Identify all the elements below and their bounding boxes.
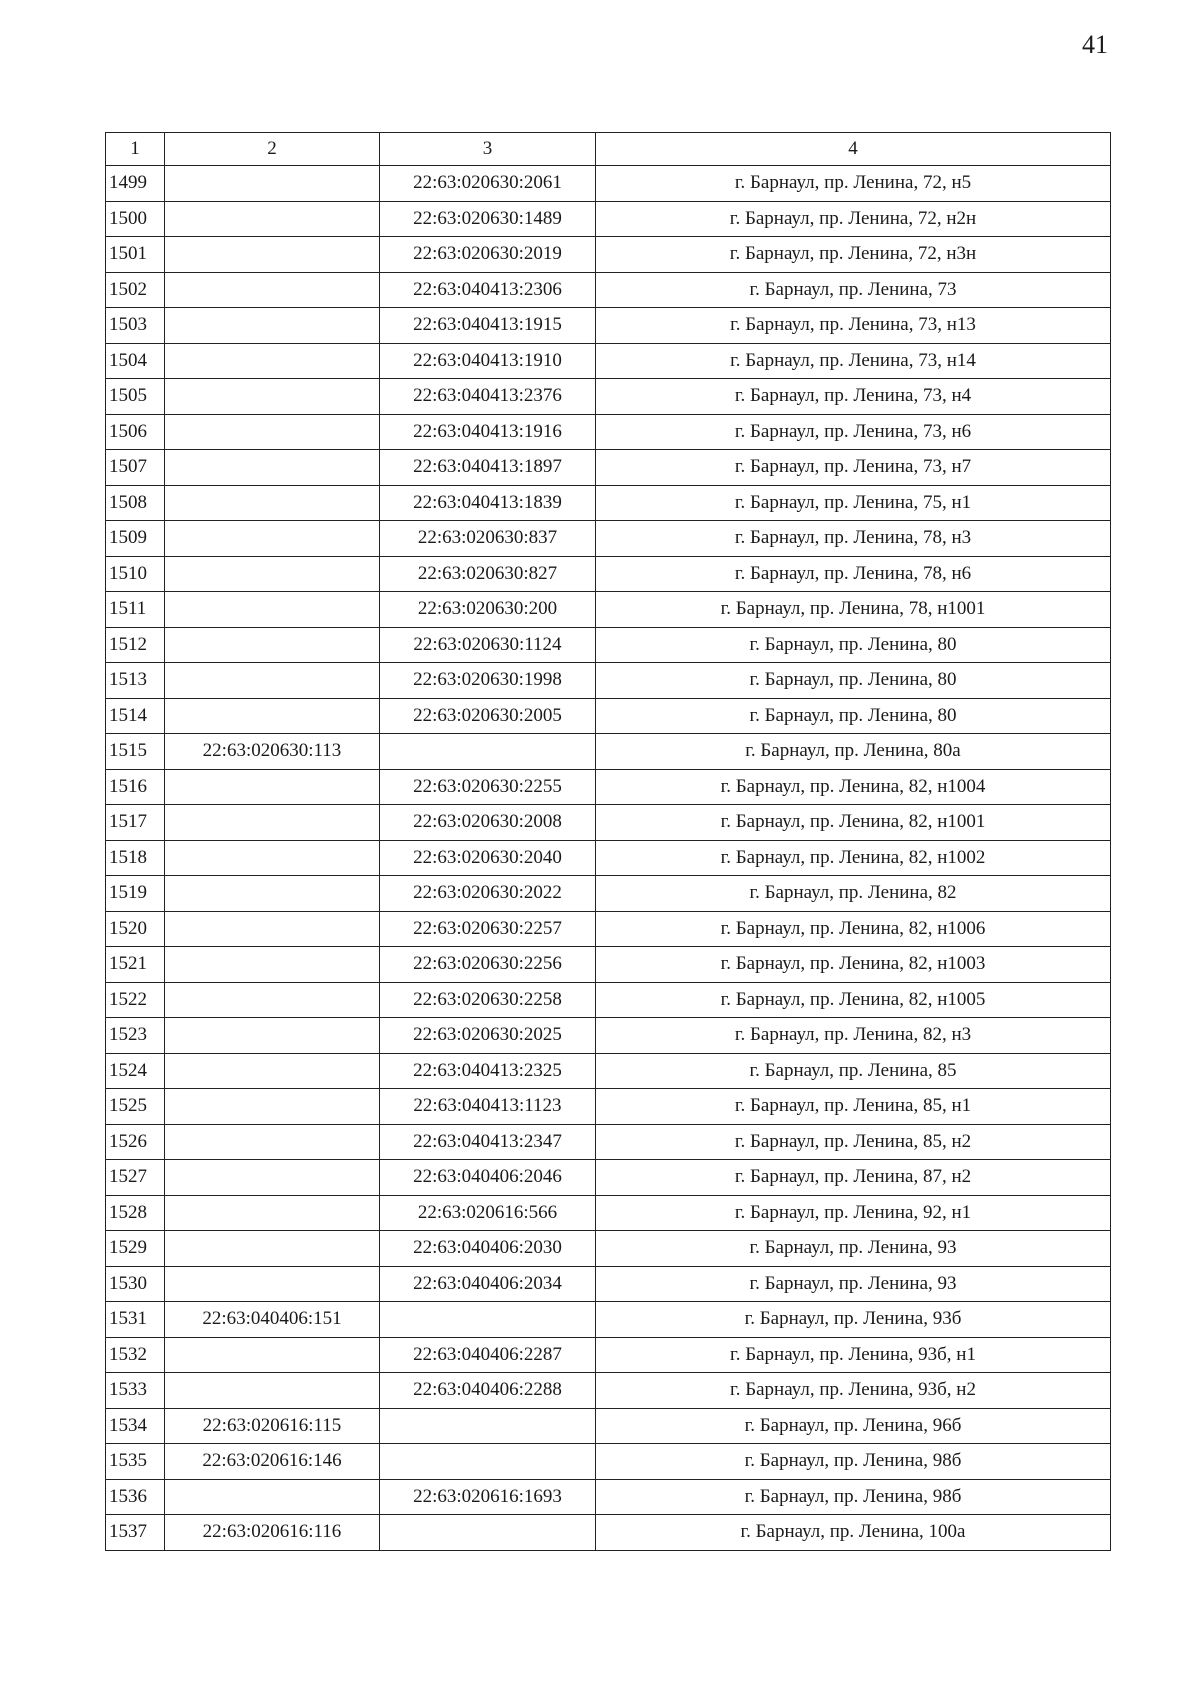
table-body	[106, 166, 1111, 1551]
cadastral-number-col2-cell	[165, 485, 380, 521]
row-number-cell: 1533	[106, 1373, 165, 1409]
column-header-1: 1	[106, 133, 165, 166]
address-cell: г. Барнаул, пр. Ленина, 82, н3	[596, 1018, 1111, 1054]
column-header-2: 2	[165, 133, 380, 166]
cadastral-number-col3-cell: 22:63:020630:2256	[380, 947, 596, 983]
table-row	[106, 734, 1111, 770]
address-cell: г. Барнаул, пр. Ленина, 82, н1003	[596, 947, 1111, 983]
cadastral-number-col2-cell	[165, 982, 380, 1018]
row-number-cell: 1528	[106, 1195, 165, 1231]
table-row	[106, 1302, 1111, 1338]
row-number-cell: 1532	[106, 1337, 165, 1373]
cadastral-number-col2-cell	[165, 876, 380, 912]
address-cell: г. Барнаул, пр. Ленина, 93	[596, 1266, 1111, 1302]
address-cell: г. Барнаул, пр. Ленина, 92, н1	[596, 1195, 1111, 1231]
table-row	[106, 485, 1111, 521]
table-row	[106, 1124, 1111, 1160]
cadastral-number-col2-cell	[165, 1124, 380, 1160]
cadastral-number-col2-cell	[165, 840, 380, 876]
address-cell: г. Барнаул, пр. Ленина, 82, н1004	[596, 769, 1111, 805]
table-row	[106, 1195, 1111, 1231]
row-number-cell: 1523	[106, 1018, 165, 1054]
table-row	[106, 663, 1111, 699]
address-cell: г. Барнаул, пр. Ленина, 98б	[596, 1444, 1111, 1480]
cadastral-number-col2-cell	[165, 592, 380, 628]
cadastral-number-col2-cell	[165, 698, 380, 734]
table-row	[106, 840, 1111, 876]
row-number-cell: 1504	[106, 343, 165, 379]
cadastral-number-col2-cell	[165, 1160, 380, 1196]
cadastral-number-col3-cell: 22:63:020630:2008	[380, 805, 596, 841]
row-number-cell: 1499	[106, 166, 165, 202]
cadastral-number-col3-cell	[380, 1444, 596, 1480]
row-number-cell: 1507	[106, 450, 165, 486]
table-row	[106, 379, 1111, 415]
table-row	[106, 414, 1111, 450]
cadastral-number-col3-cell: 22:63:020630:2258	[380, 982, 596, 1018]
cadastral-number-col2-cell: 22:63:020616:146	[165, 1444, 380, 1480]
address-cell: г. Барнаул, пр. Ленина, 78, н3	[596, 521, 1111, 557]
cadastral-number-col2-cell	[165, 1089, 380, 1125]
cadastral-number-col2-cell	[165, 1053, 380, 1089]
cadastral-number-col3-cell: 22:63:020630:2040	[380, 840, 596, 876]
cadastral-number-col2-cell	[165, 1018, 380, 1054]
row-number-cell: 1500	[106, 201, 165, 237]
cadastral-number-col3-cell: 22:63:020616:1693	[380, 1479, 596, 1515]
cadastral-number-col2-cell	[165, 1195, 380, 1231]
address-cell: г. Барнаул, пр. Ленина, 78, н1001	[596, 592, 1111, 628]
cadastral-number-col3-cell: 22:63:040406:2287	[380, 1337, 596, 1373]
cadastral-number-col2-cell: 22:63:020630:113	[165, 734, 380, 770]
row-number-cell: 1525	[106, 1089, 165, 1125]
cadastral-number-col2-cell	[165, 379, 380, 415]
cadastral-number-col3-cell: 22:63:040413:2325	[380, 1053, 596, 1089]
address-cell: г. Барнаул, пр. Ленина, 96б	[596, 1408, 1111, 1444]
address-cell: г. Барнаул, пр. Ленина, 80	[596, 698, 1111, 734]
cadastral-number-col2-cell	[165, 272, 380, 308]
cadastral-number-col2-cell	[165, 1266, 380, 1302]
row-number-cell: 1517	[106, 805, 165, 841]
cadastral-number-col2-cell	[165, 343, 380, 379]
table-row	[106, 521, 1111, 557]
cadastral-number-col2-cell	[165, 1479, 380, 1515]
cadastral-number-col2-cell: 22:63:020616:115	[165, 1408, 380, 1444]
address-cell: г. Барнаул, пр. Ленина, 82, н1005	[596, 982, 1111, 1018]
address-cell: г. Барнаул, пр. Ленина, 72, н5	[596, 166, 1111, 202]
row-number-cell: 1536	[106, 1479, 165, 1515]
address-cell: г. Барнаул, пр. Ленина, 78, н6	[596, 556, 1111, 592]
row-number-cell: 1503	[106, 308, 165, 344]
address-cell: г. Барнаул, пр. Ленина, 73, н7	[596, 450, 1111, 486]
cadastral-number-col3-cell: 22:63:020630:2022	[380, 876, 596, 912]
table-row	[106, 1266, 1111, 1302]
cadastral-number-col3-cell: 22:63:040413:1897	[380, 450, 596, 486]
cadastral-number-col2-cell	[165, 308, 380, 344]
page-number: 41	[1082, 30, 1108, 59]
cadastral-number-col3-cell: 22:63:040413:1839	[380, 485, 596, 521]
address-cell: г. Барнаул, пр. Ленина, 82, н1001	[596, 805, 1111, 841]
address-cell: г. Барнаул, пр. Ленина, 100а	[596, 1515, 1111, 1551]
cadastral-number-col2-cell: 22:63:040406:151	[165, 1302, 380, 1338]
table-row	[106, 1089, 1111, 1125]
table-row	[106, 166, 1111, 202]
address-cell: г. Барнаул, пр. Ленина, 73, н14	[596, 343, 1111, 379]
row-number-cell: 1509	[106, 521, 165, 557]
cadastral-number-col2-cell	[165, 1337, 380, 1373]
cadastral-number-col3-cell: 22:63:020630:2019	[380, 237, 596, 273]
address-cell: г. Барнаул, пр. Ленина, 93б, н2	[596, 1373, 1111, 1409]
row-number-cell: 1512	[106, 627, 165, 663]
cadastral-number-col2-cell	[165, 166, 380, 202]
row-number-cell: 1519	[106, 876, 165, 912]
cadastral-number-col2-cell	[165, 663, 380, 699]
row-number-cell: 1506	[106, 414, 165, 450]
address-cell: г. Барнаул, пр. Ленина, 98б	[596, 1479, 1111, 1515]
table-row	[106, 982, 1111, 1018]
cadastral-number-col2-cell	[165, 947, 380, 983]
table-row	[106, 1373, 1111, 1409]
cadastral-number-col3-cell: 22:63:040413:2376	[380, 379, 596, 415]
address-cell: г. Барнаул, пр. Ленина, 85	[596, 1053, 1111, 1089]
registry-table	[105, 132, 1111, 1551]
cadastral-number-col2-cell	[165, 521, 380, 557]
table-row	[106, 769, 1111, 805]
table-row	[106, 592, 1111, 628]
address-cell: г. Барнаул, пр. Ленина, 87, н2	[596, 1160, 1111, 1196]
cadastral-number-col2-cell	[165, 201, 380, 237]
cadastral-number-col3-cell: 22:63:040413:1910	[380, 343, 596, 379]
table-row	[106, 947, 1111, 983]
row-number-cell: 1522	[106, 982, 165, 1018]
cadastral-number-col3-cell: 22:63:040413:1915	[380, 308, 596, 344]
cadastral-number-col3-cell	[380, 734, 596, 770]
cadastral-number-col3-cell: 22:63:040413:2347	[380, 1124, 596, 1160]
address-cell: г. Барнаул, пр. Ленина, 75, н1	[596, 485, 1111, 521]
column-header-4: 4	[596, 133, 1111, 166]
row-number-cell: 1508	[106, 485, 165, 521]
table-row	[106, 1053, 1111, 1089]
row-number-cell: 1510	[106, 556, 165, 592]
table-row	[106, 698, 1111, 734]
address-cell: г. Барнаул, пр. Ленина, 80	[596, 663, 1111, 699]
address-cell: г. Барнаул, пр. Ленина, 85, н1	[596, 1089, 1111, 1125]
cadastral-number-col3-cell: 22:63:020630:2061	[380, 166, 596, 202]
cadastral-number-col2-cell	[165, 627, 380, 663]
address-cell: г. Барнаул, пр. Ленина, 93б, н1	[596, 1337, 1111, 1373]
row-number-cell: 1515	[106, 734, 165, 770]
cadastral-number-col2-cell	[165, 556, 380, 592]
table-row	[106, 805, 1111, 841]
address-cell: г. Барнаул, пр. Ленина, 82	[596, 876, 1111, 912]
cadastral-number-col2-cell	[165, 414, 380, 450]
table-row	[106, 1018, 1111, 1054]
table-header-row	[106, 133, 1111, 166]
table-row	[106, 201, 1111, 237]
cadastral-number-col3-cell: 22:63:040406:2034	[380, 1266, 596, 1302]
address-cell: г. Барнаул, пр. Ленина, 93б	[596, 1302, 1111, 1338]
address-cell: г. Барнаул, пр. Ленина, 72, н3н	[596, 237, 1111, 273]
cadastral-number-col2-cell	[165, 1373, 380, 1409]
address-cell: г. Барнаул, пр. Ленина, 82, н1006	[596, 911, 1111, 947]
table-row	[106, 1515, 1111, 1551]
row-number-cell: 1535	[106, 1444, 165, 1480]
address-cell: г. Барнаул, пр. Ленина, 80	[596, 627, 1111, 663]
cadastral-number-col2-cell	[165, 805, 380, 841]
cadastral-number-col2-cell	[165, 237, 380, 273]
address-cell: г. Барнаул, пр. Ленина, 73, н13	[596, 308, 1111, 344]
cadastral-number-col3-cell: 22:63:020630:2255	[380, 769, 596, 805]
cadastral-number-col2-cell: 22:63:020616:116	[165, 1515, 380, 1551]
cadastral-number-col3-cell: 22:63:020616:566	[380, 1195, 596, 1231]
table-row	[106, 556, 1111, 592]
table-row	[106, 627, 1111, 663]
address-cell: г. Барнаул, пр. Ленина, 73, н6	[596, 414, 1111, 450]
cadastral-number-col3-cell: 22:63:020630:827	[380, 556, 596, 592]
table-row	[106, 1408, 1111, 1444]
table-row	[106, 237, 1111, 273]
cadastral-number-col3-cell: 22:63:020630:837	[380, 521, 596, 557]
cadastral-number-col2-cell	[165, 769, 380, 805]
cadastral-number-col3-cell: 22:63:040413:1916	[380, 414, 596, 450]
cadastral-number-col3-cell: 22:63:040413:2306	[380, 272, 596, 308]
row-number-cell: 1501	[106, 237, 165, 273]
row-number-cell: 1526	[106, 1124, 165, 1160]
row-number-cell: 1518	[106, 840, 165, 876]
cadastral-number-col3-cell	[380, 1515, 596, 1551]
row-number-cell: 1511	[106, 592, 165, 628]
table-row	[106, 272, 1111, 308]
row-number-cell: 1505	[106, 379, 165, 415]
row-number-cell: 1530	[106, 1266, 165, 1302]
table-row	[106, 308, 1111, 344]
row-number-cell: 1531	[106, 1302, 165, 1338]
row-number-cell: 1513	[106, 663, 165, 699]
cadastral-number-col3-cell: 22:63:040406:2046	[380, 1160, 596, 1196]
column-header-3: 3	[380, 133, 596, 166]
address-cell: г. Барнаул, пр. Ленина, 93	[596, 1231, 1111, 1267]
cadastral-number-col3-cell: 22:63:020630:1489	[380, 201, 596, 237]
table-row	[106, 1231, 1111, 1267]
row-number-cell: 1534	[106, 1408, 165, 1444]
cadastral-number-col2-cell	[165, 1231, 380, 1267]
row-number-cell: 1520	[106, 911, 165, 947]
address-cell: г. Барнаул, пр. Ленина, 80а	[596, 734, 1111, 770]
cadastral-number-col3-cell	[380, 1302, 596, 1338]
table-row	[106, 1444, 1111, 1480]
cadastral-number-col3-cell	[380, 1408, 596, 1444]
row-number-cell: 1521	[106, 947, 165, 983]
cadastral-number-col3-cell: 22:63:040413:1123	[380, 1089, 596, 1125]
cadastral-number-col2-cell	[165, 911, 380, 947]
cadastral-number-col3-cell: 22:63:020630:200	[380, 592, 596, 628]
cadastral-number-col3-cell: 22:63:020630:2025	[380, 1018, 596, 1054]
row-number-cell: 1516	[106, 769, 165, 805]
table-row	[106, 343, 1111, 379]
table-row	[106, 1160, 1111, 1196]
cadastral-number-col3-cell: 22:63:040406:2030	[380, 1231, 596, 1267]
cadastral-number-col3-cell: 22:63:020630:2005	[380, 698, 596, 734]
table-row	[106, 450, 1111, 486]
cadastral-number-col3-cell: 22:63:020630:2257	[380, 911, 596, 947]
cadastral-number-col3-cell: 22:63:040406:2288	[380, 1373, 596, 1409]
cadastral-number-col2-cell	[165, 450, 380, 486]
address-cell: г. Барнаул, пр. Ленина, 85, н2	[596, 1124, 1111, 1160]
address-cell: г. Барнаул, пр. Ленина, 73, н4	[596, 379, 1111, 415]
row-number-cell: 1527	[106, 1160, 165, 1196]
cadastral-number-col3-cell: 22:63:020630:1124	[380, 627, 596, 663]
table-row	[106, 1479, 1111, 1515]
row-number-cell: 1524	[106, 1053, 165, 1089]
table-row	[106, 1337, 1111, 1373]
address-cell: г. Барнаул, пр. Ленина, 72, н2н	[596, 201, 1111, 237]
row-number-cell: 1537	[106, 1515, 165, 1551]
address-cell: г. Барнаул, пр. Ленина, 73	[596, 272, 1111, 308]
row-number-cell: 1514	[106, 698, 165, 734]
row-number-cell: 1502	[106, 272, 165, 308]
cadastral-number-col3-cell: 22:63:020630:1998	[380, 663, 596, 699]
table-row	[106, 876, 1111, 912]
row-number-cell: 1529	[106, 1231, 165, 1267]
table-row	[106, 911, 1111, 947]
address-cell: г. Барнаул, пр. Ленина, 82, н1002	[596, 840, 1111, 876]
